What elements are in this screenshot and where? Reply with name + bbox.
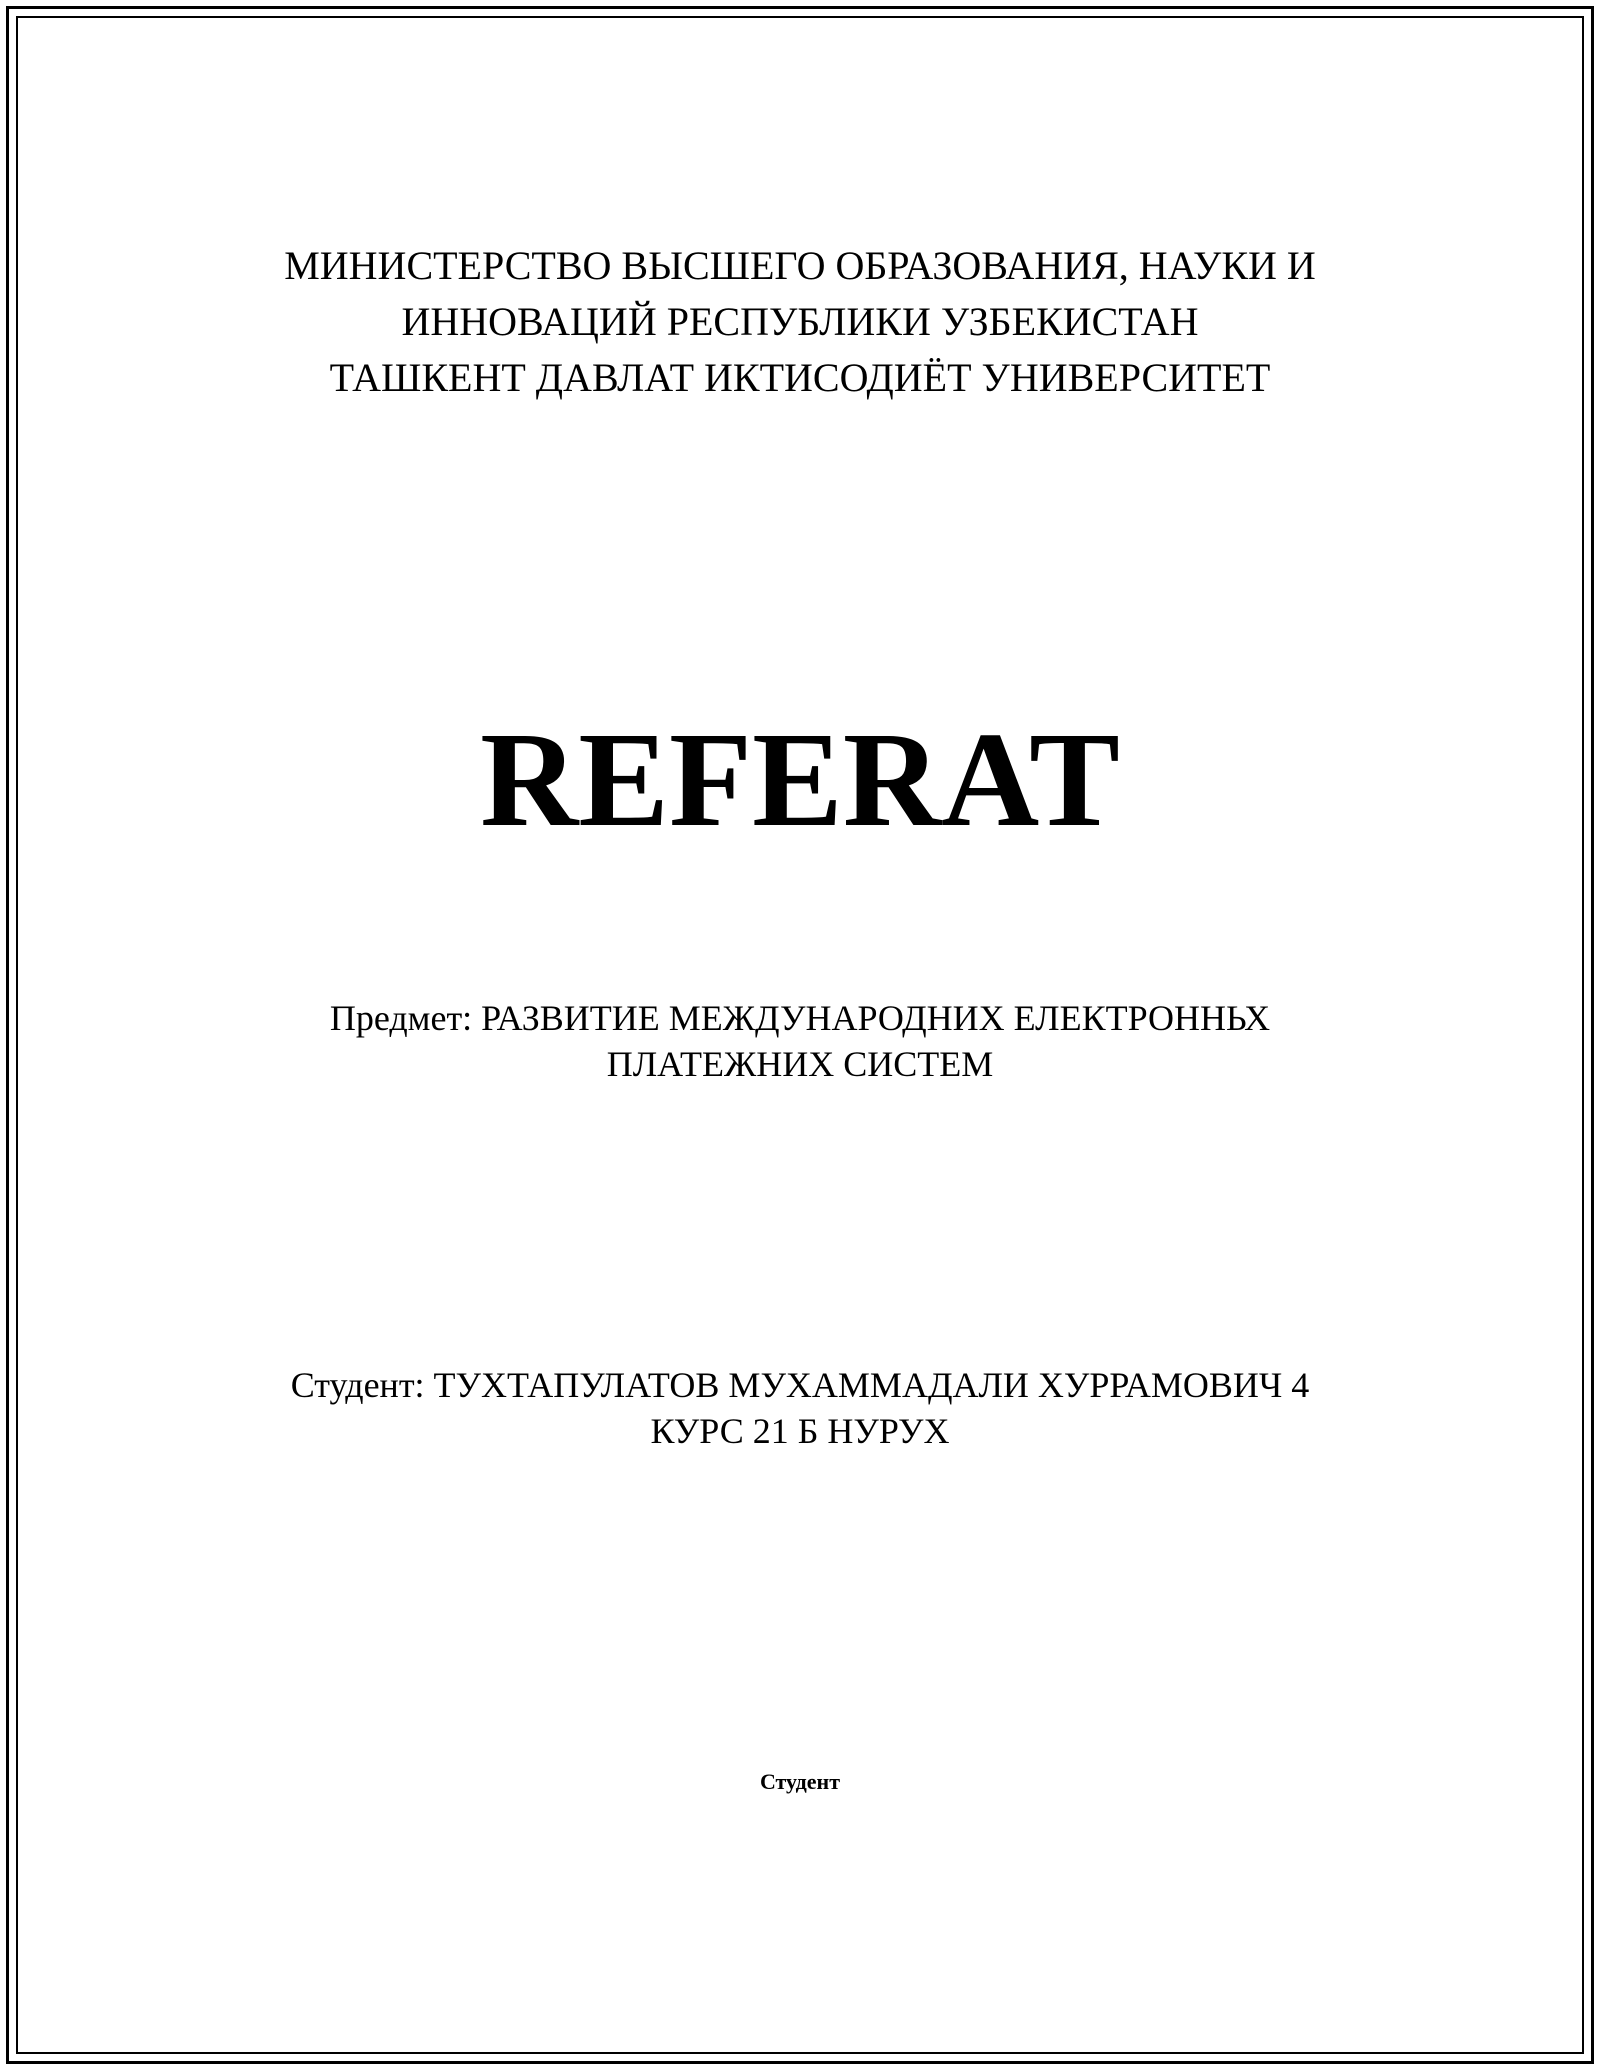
student-line-2: КУРС 21 Б НУРУХ (650, 1411, 950, 1451)
footer-student-label: Студент (759, 1769, 841, 1794)
subject-block (0, 995, 1600, 1087)
header-line-3: ТАШКЕНТ ДАВЛАТ ИКТИСОДИЁТ УНИВЕРСИТЕТ (329, 355, 1271, 400)
student-block (0, 1362, 1600, 1454)
document-title: REFERAT (480, 705, 1120, 855)
header-line-2: ИННОВАЦИЙ РЕСПУБЛИКИ УЗБЕКИСТАН (401, 299, 1199, 344)
subject-line-1: Предмет: РАЗВИТИЕ МЕЖДУНАРОДНИХ ЕЛЕКТРОННЬХ (329, 998, 1271, 1038)
student-line-1: Студент: ТУХТАПУЛАТОВ МУХАММАДАЛИ ХУРРАМОВИЧ 4 (290, 1365, 1310, 1405)
header-line-1: МИНИСТЕРСТВО ВЫСШЕГО ОБРАЗОВАНИЯ, НАУКИ И (284, 243, 1316, 288)
subject-line-2: ПЛАТЕЖНИХ СИСТЕМ (606, 1044, 994, 1084)
ministry-header (0, 238, 1600, 406)
